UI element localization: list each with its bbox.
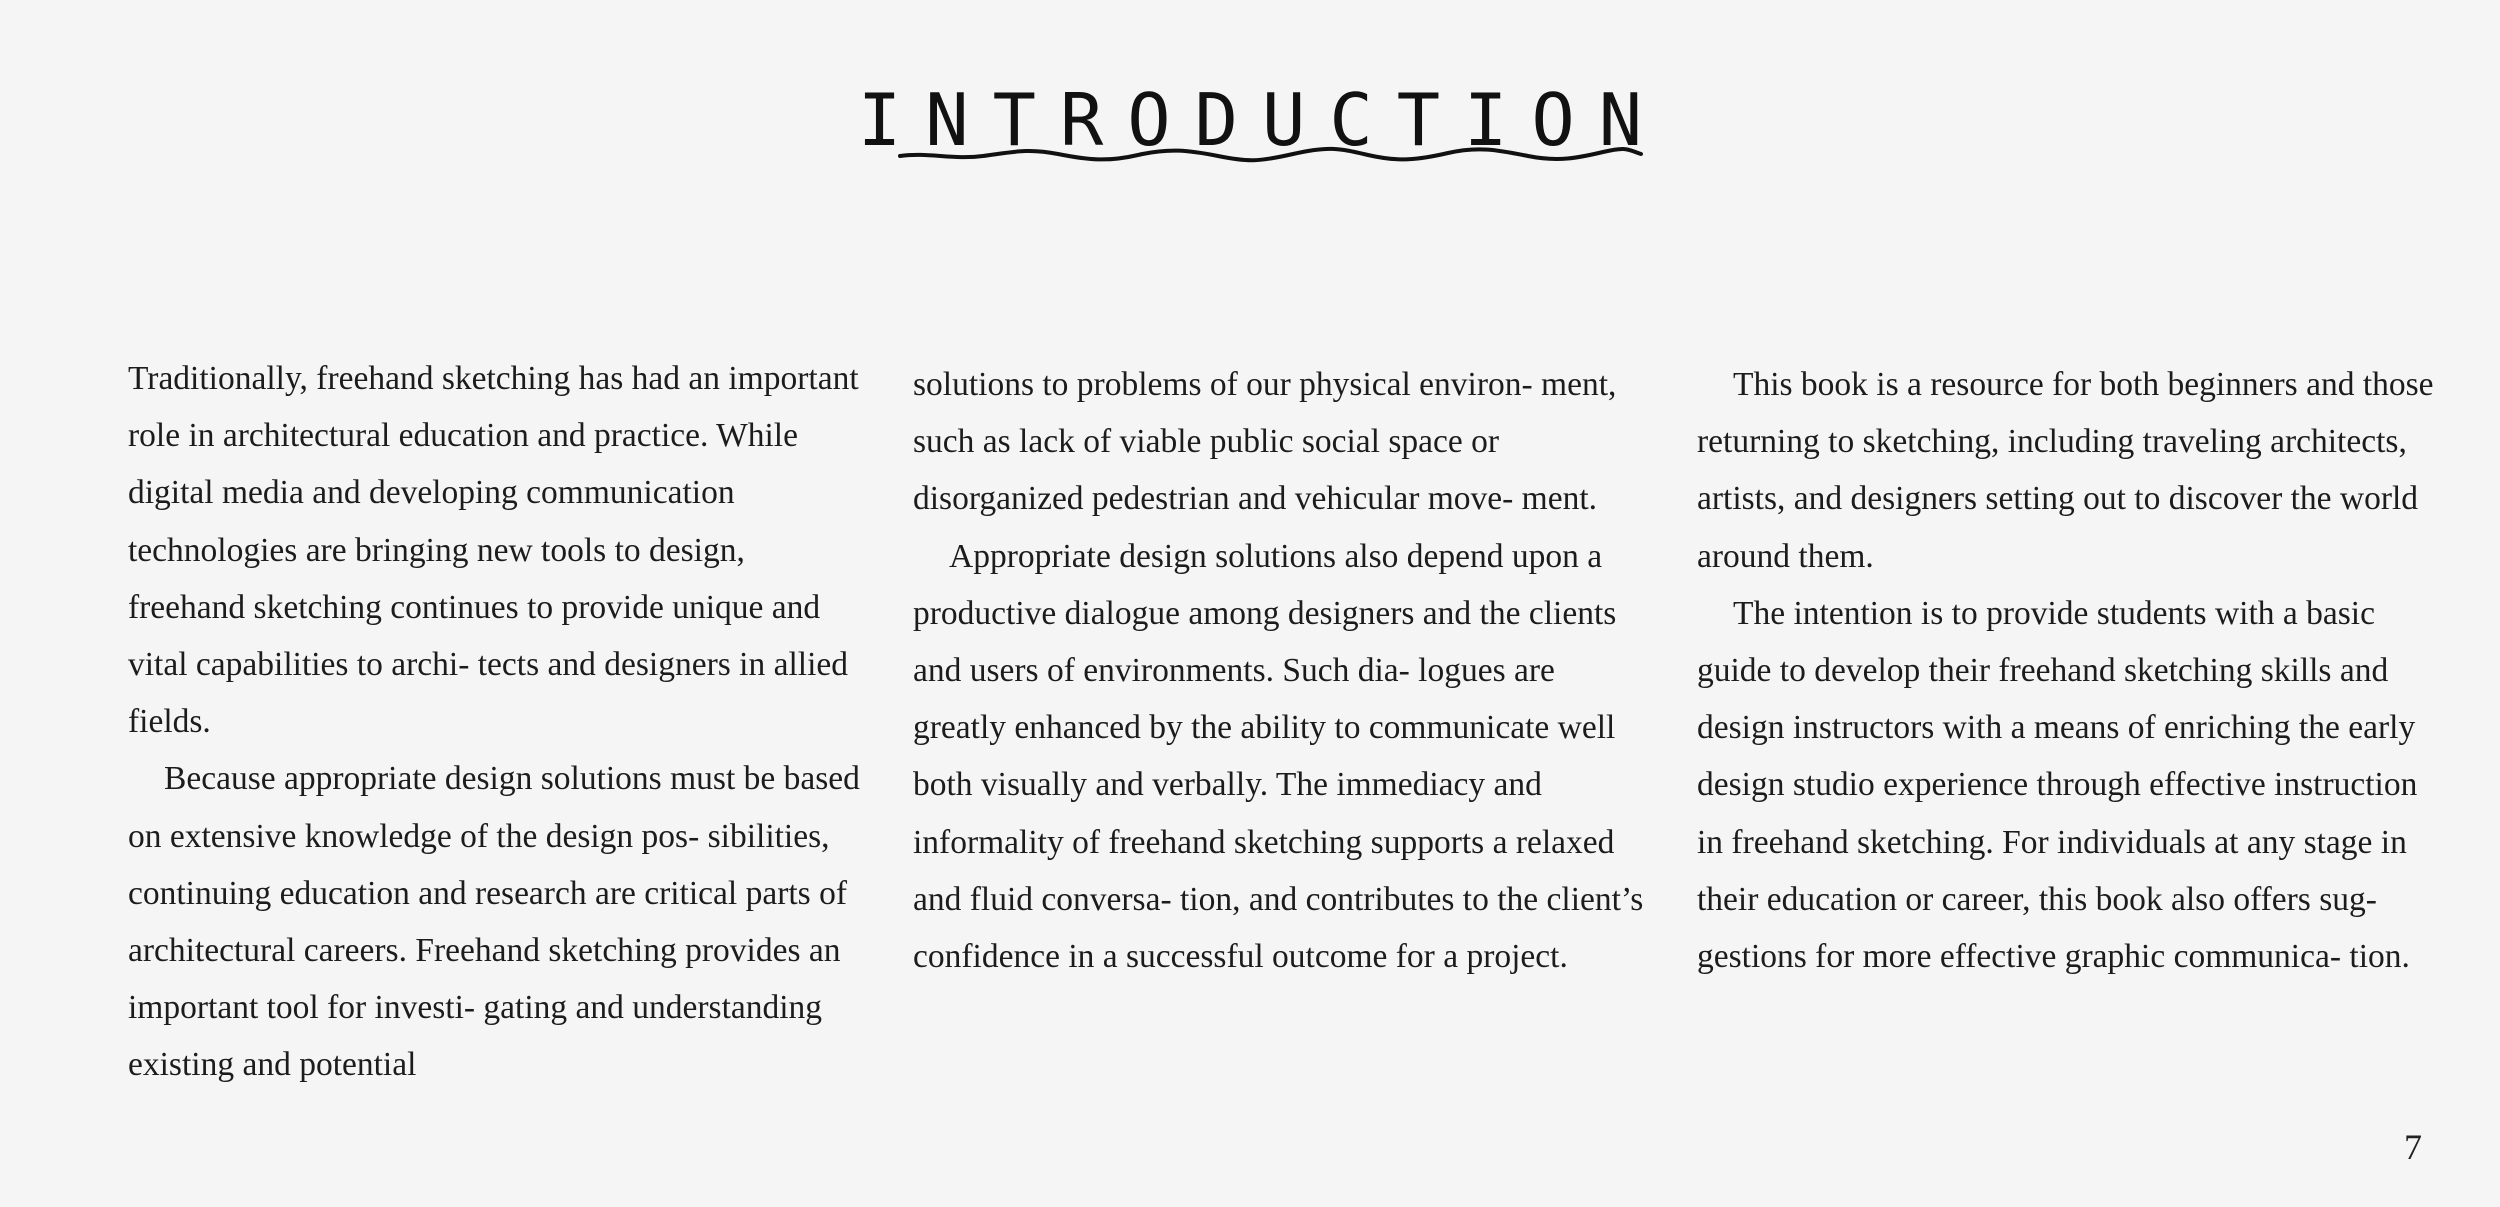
paragraph: This book is a resource for both beginners and those returning to sketching, including traveling architects, artists, and designers setting out to discover the world around them. <box>1697 366 2434 575</box>
paragraph: Appropriate design solutions also depend upon a productive dialogue among designers and the clients and users of environments. Such dia- logues are greatly enhanced by the ability to communicate well both visually and verbally. The immediacy and informality of freehand sketching supports a relaxed and fluid conversa- tion, and contributes to the client’s confidence in a successful outcome for a project. <box>913 537 1644 976</box>
text-column-2 <box>913 356 1653 985</box>
paragraph: Traditionally, freehand sketching has had an important role in architectural education and practice. While digital media and developing communication technologies are bringing new tools to design, freehand sketching continues to provide unique and vital capabilities to archi- tects and designers in allied fields. <box>128 360 859 741</box>
paragraph: solutions to problems of our physical environ- ment, such as lack of viable public social space or disorganized pedestrian and vehicular move- ment. <box>913 366 1617 518</box>
text-column-1 <box>128 350 868 1094</box>
page-title: INTRODUCTION <box>857 78 1667 163</box>
title-underline <box>898 142 1643 172</box>
text-column-3 <box>1697 356 2447 985</box>
page-number: 7 <box>2404 1127 2422 1167</box>
paragraph: The intention is to provide students with a basic guide to develop their freehand sketching skills and design instructors with a means of enriching the early design studio experience through effective instruction in freehand sketching. For individuals at any stage in their education or career, this book also offers sug- gestions for more effective graphic communica- tion. <box>1697 594 2418 976</box>
paragraph: Because appropriate design solutions must be based on extensive knowledge of the design pos- sibilities, continuing education and research are critical parts of architectural careers. Freehand sketching provides an important tool for investi- gating and understanding existing and potential <box>128 760 860 1084</box>
